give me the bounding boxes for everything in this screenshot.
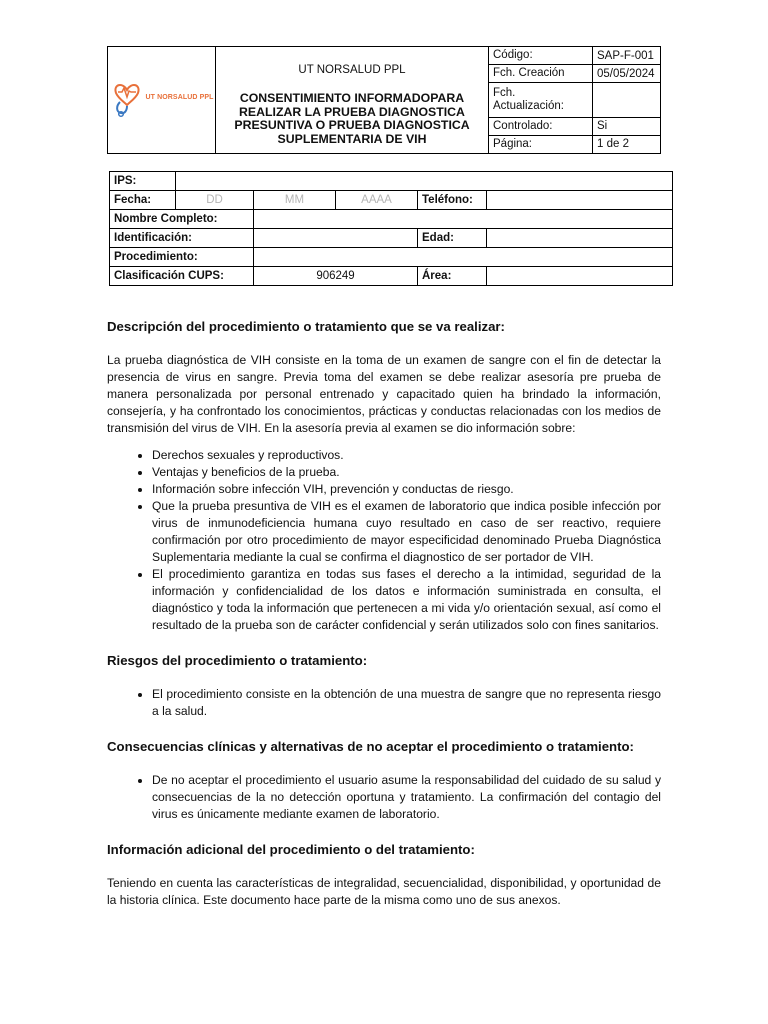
cups-label: Clasificación CUPS:: [110, 267, 254, 286]
list-item: • El procedimiento consiste en la obtención de una muestra de sangre que no representa riesgo a la salud.: [152, 686, 661, 720]
fecha-label: Fecha:: [110, 191, 176, 210]
nombre-field[interactable]: [254, 210, 673, 229]
patient-info-table: [109, 171, 673, 286]
fecha-month-field[interactable]: MM: [254, 191, 336, 210]
section-heading-descripcion: Descripción del procedimiento o tratamiento que se va realizar:: [107, 319, 505, 334]
list-item: • Que la prueba presuntiva de VIH es el examen de laboratorio que indica posible infección por virus de inmunodeficiencia humana cuyo resultado en caso de ser reactivo, requiere confirmación por otro procedimiento de mayor especificidad denominado Prueba Diagnóstica Suplementaria mediante la cual se confirma el diagnostico de ser portador de VIH.: [152, 498, 661, 566]
document-header-table: [107, 46, 661, 154]
riesgos-list: [107, 686, 661, 720]
list-item: • Información sobre infección VIH, prevención y conductas de riesgo.: [152, 481, 661, 498]
descripcion-paragraph: La prueba diagnóstica de VIH consiste en la toma de un examen de sangre con el fin de detectar la presencia de virus en sangre. Previa toma del examen se debe realizar asesoría pre prueba de manera personalizada por personal entrenado y capacitado quien ha brindado la información, consejería, y ha confrontado los conocimientos, prácticas y conductas relacionadas con los medios de transmisión del virus de VIH. En la asesoría previa al examen se dio información sobre:: [107, 353, 661, 435]
meta-value-creacion: 05/05/2024: [593, 65, 661, 83]
area-field[interactable]: [487, 267, 673, 286]
telefono-label: Teléfono:: [418, 191, 487, 210]
meta-label-creacion: Fch. Creación: [489, 65, 593, 83]
logo-text: UT NORSALUD PPL: [145, 94, 214, 101]
list-item: • De no aceptar el procedimiento el usuario asume la responsabilidad del cuidado de su salud y consecuencias de la no detección oportuna y tratamiento. La confirmación del contagio del virus es únicamente mediante examen de laboratorio.: [152, 772, 661, 823]
document-body: [107, 318, 661, 909]
meta-value-actualizacion: [593, 83, 661, 117]
section-heading-consecuencias: Consecuencias clínicas y alternativas de no aceptar el procedimiento o tratamiento:: [107, 739, 634, 754]
meta-label-codigo: Código:: [489, 47, 593, 65]
cups-value: 906249: [254, 267, 418, 286]
section-heading-adicional: Información adicional del procedimiento o del tratamiento:: [107, 842, 475, 857]
meta-label-pagina: Página:: [489, 135, 593, 153]
telefono-field[interactable]: [487, 191, 673, 210]
edad-label: Edad:: [418, 229, 487, 248]
org-name: UT NORSALUD PPL: [298, 64, 406, 76]
list-item: • Derechos sexuales y reproductivos.: [152, 447, 661, 464]
edad-field[interactable]: [487, 229, 673, 248]
nombre-label: Nombre Completo:: [110, 210, 254, 229]
logo-cell: [108, 47, 216, 154]
adicional-paragraph: Teniendo en cuenta las características de integralidad, secuencialidad, disponibilidad, y oportunidad de la historia clínica. Este documento hace parte de la misma como uno de sus anexos.: [107, 876, 661, 907]
identificacion-label: Identificación:: [110, 229, 254, 248]
document-title: CONSENTIMIENTO INFORMADOPARA REALIZAR LA PRUEBA DIAGNOSTICA PRESUNTIVA O PRUEBA DIAGNOSTICA SUPLEMENTARIA DE VIH: [234, 91, 470, 146]
meta-value-codigo: SAP-F-001: [593, 47, 661, 65]
fecha-day-field[interactable]: DD: [176, 191, 254, 210]
meta-value-controlado: Si: [593, 117, 661, 135]
procedimiento-label: Procedimiento:: [110, 248, 254, 267]
area-label: Área:: [418, 267, 487, 286]
meta-label-actualizacion: Fch. Actualización:: [489, 83, 593, 117]
ips-field[interactable]: [176, 172, 673, 191]
meta-label-controlado: Controlado:: [489, 117, 593, 135]
list-item: • Ventajas y beneficios de la prueba.: [152, 464, 661, 481]
stethoscope-heart-icon: [110, 78, 144, 118]
logo: [110, 78, 214, 118]
title-cell: [216, 47, 489, 154]
descripcion-list: [107, 447, 661, 634]
identificacion-field[interactable]: [254, 229, 418, 248]
meta-value-pagina: 1 de 2: [593, 135, 661, 153]
section-heading-riesgos: Riesgos del procedimiento o tratamiento:: [107, 653, 368, 668]
ips-label: IPS:: [110, 172, 176, 191]
procedimiento-field[interactable]: [254, 248, 673, 267]
fecha-year-field[interactable]: AAAA: [336, 191, 418, 210]
list-item: • El procedimiento garantiza en todas sus fases el derecho a la intimidad, seguridad de la información y confidencialidad de los datos e información suministrada en consulta, el diagnóstico y toda la información que pertenecen a mi vida y/o orientación sexual, así como el resultado de la prueba son de carácter confidencial y serán utilizados solo con fines sanitarios.: [152, 566, 661, 634]
consecuencias-list: [107, 772, 661, 823]
